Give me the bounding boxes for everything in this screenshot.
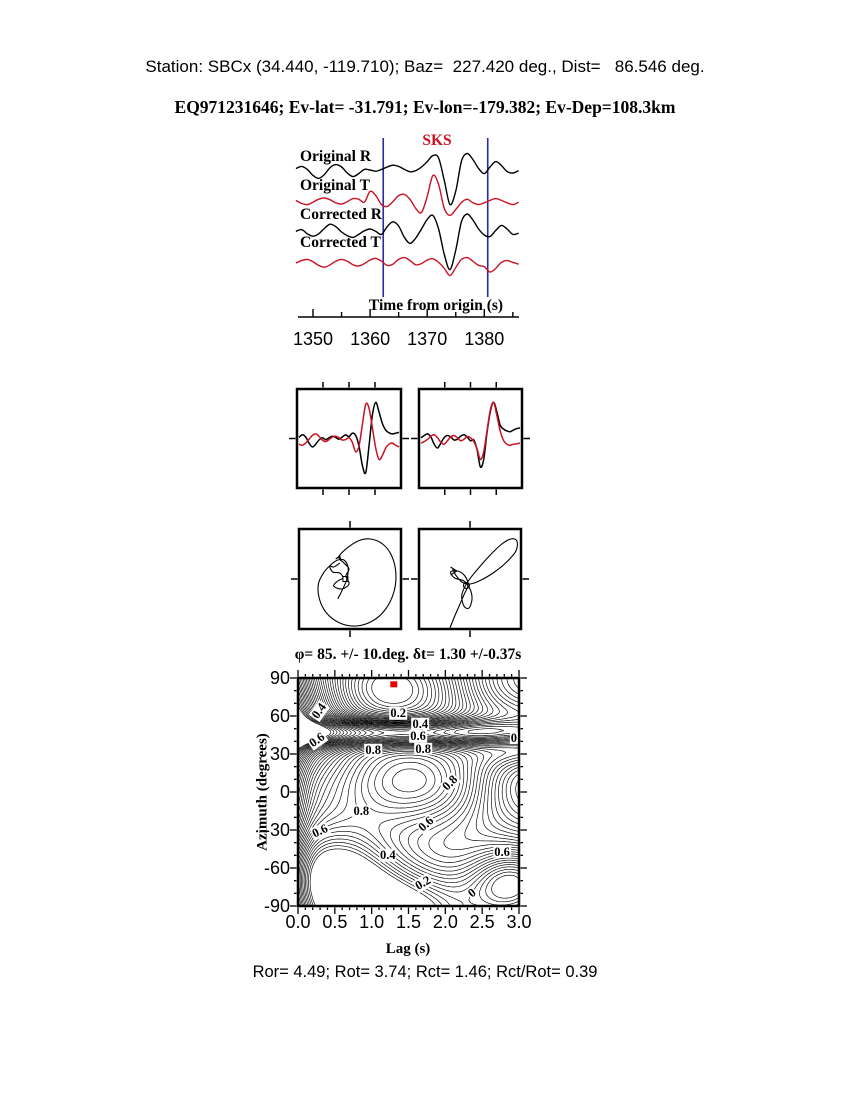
azimuth-tick-label: 0 <box>279 782 290 802</box>
lag-tick-label: 1.5 <box>395 912 422 932</box>
azimuth-tick-label: -60 <box>263 858 290 878</box>
lag-tick-label: 1.0 <box>359 912 385 932</box>
contour-title: φ= 85. +/- 10.deg. δt= 1.30 +/-0.37s <box>294 646 522 663</box>
trace-label-original-r: Original R <box>300 148 372 165</box>
contour-value-label: 0.4 <box>412 716 429 731</box>
azimuth-axis-label: Azimuth (degrees) <box>254 733 271 851</box>
contour-value-label: 0.8 <box>353 803 370 818</box>
contour-value-label: 0.8 <box>365 742 381 757</box>
error-surface-contours <box>298 678 519 906</box>
lag-axis-label: Lag (s) <box>385 941 431 957</box>
contour-value-label: 0.2 <box>390 706 406 721</box>
panel-box <box>299 529 401 629</box>
contour-value-label: 0.6 <box>494 844 510 859</box>
contour-value-label: 0 <box>510 730 517 745</box>
contour-value-label: 0.4 <box>308 700 329 722</box>
lag-tick-label: 0.5 <box>322 912 348 932</box>
contour-value-label: 0.8 <box>439 772 461 794</box>
stats-footer: Ror= 4.49; Rot= 3.74; Rct= 1.46; Rct/Rot= 0.39 <box>252 963 598 981</box>
azimuth-tick-label: 90 <box>269 668 290 688</box>
lag-tick-label: 2.5 <box>469 912 495 932</box>
particle-motion-path <box>450 539 518 629</box>
trace-label-original-t: Original T <box>300 177 370 194</box>
contour-value-label: 0.6 <box>306 729 328 751</box>
station-header: Station: SBCx (34.440, -119.710); Baz= 227.420 deg., Dist= 86.546 deg. <box>145 57 705 76</box>
contour-value-label: 0.6 <box>415 813 437 834</box>
trace-label-corrected-r: Corrected R <box>300 206 382 223</box>
time-tick-label: 1350 <box>292 329 334 349</box>
time-tick-label: 1360 <box>350 329 391 349</box>
contour-value-label: 0.6 <box>410 729 426 744</box>
contour-value-label: 0.4 <box>380 848 396 863</box>
phase-label: SKS <box>422 132 452 149</box>
lag-tick-label: 3.0 <box>506 912 532 932</box>
contour-value-label: 0.6 <box>309 821 331 841</box>
particle-motion-path <box>318 539 396 626</box>
contour-value-label: 0.2 <box>412 873 434 893</box>
azimuth-tick-label: 60 <box>269 706 290 726</box>
azimuth-tick-label: 30 <box>269 744 290 764</box>
time-axis-label: Time from origin (s) <box>368 297 504 314</box>
best-fit-marker <box>390 681 397 687</box>
time-tick-label: 1380 <box>464 329 505 349</box>
seismogram-trace <box>296 258 519 276</box>
split-waveform <box>299 403 399 460</box>
time-tick-label: 1370 <box>407 329 448 349</box>
event-header: EQ971231646; Ev-lat= -31.791; Ev-lon=-179.382; Ev-Dep=108.3km <box>174 97 676 117</box>
trace-label-corrected-t: Corrected T <box>300 234 381 251</box>
azimuth-tick-label: -90 <box>263 896 290 916</box>
contour-value-label: 0.8 <box>415 741 432 756</box>
lag-tick-label: 2.0 <box>432 912 458 932</box>
contour-value-label: 0 <box>464 885 479 901</box>
lag-tick-label: 0.0 <box>285 912 311 932</box>
azimuth-tick-label: -30 <box>263 820 290 840</box>
